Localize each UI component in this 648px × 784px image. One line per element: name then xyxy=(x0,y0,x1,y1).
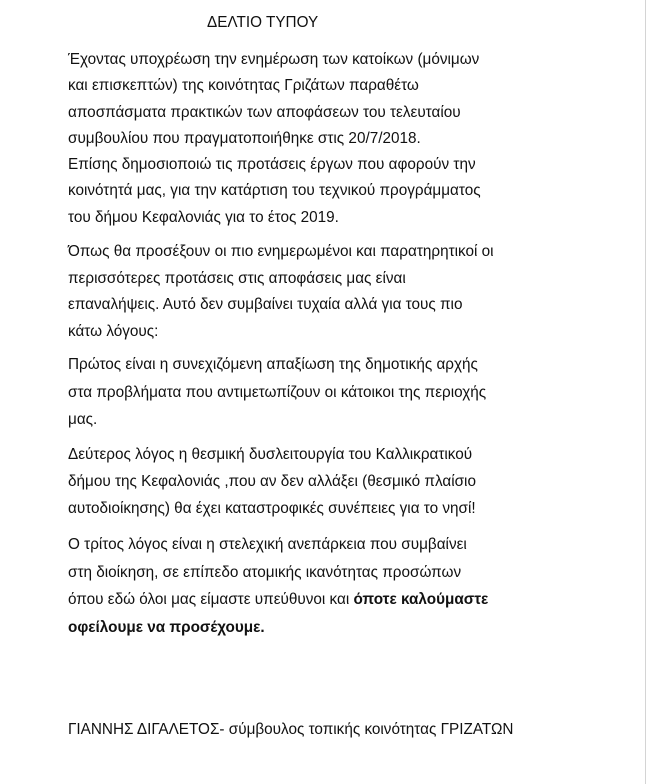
paragraph-text: όπου εδώ όλοι μας είμαστε υπεύθυνοι και xyxy=(68,591,354,608)
paragraph-line: αποσπάσματα πρακτικών των αποφάσεων του τελευταίου xyxy=(68,103,461,121)
paragraph-line: Ο τρίτος λόγος είναι η στελεχική ανεπάρκεια που συμβαίνει xyxy=(68,536,467,553)
paragraph-line: στη διοίκηση, σε επίπεδο ατομικής ικανότητας προσώπων xyxy=(68,563,462,581)
paragraph-line: Επίσης δημοσιοποιώ τις προτάσεις έργων που αφορούν την xyxy=(68,156,476,174)
paragraph-line: κάτω λόγους: xyxy=(68,323,159,341)
paragraph-line: Πρώτος είναι η συνεχιζόμενη απαξίωση της δημοτικής αρχής xyxy=(68,356,478,373)
paragraph-4 xyxy=(68,441,476,522)
paragraph-line: κοινότητά μας, για την κατάρτιση του τεχνικού προγράμματος xyxy=(68,182,481,200)
emphasis-line: οφείλουμε να προσέχουμε. xyxy=(68,618,265,636)
paragraph-line: Έχοντας υποχρέωση την ενημέρωση των κατοίκων (μόνιμων xyxy=(68,51,480,68)
paragraph-5 xyxy=(68,531,488,641)
paragraph-line: μας. xyxy=(68,411,98,428)
paragraph-line: Δεύτερος λόγος η θεσμική δυσλειτουργία του Καλλικρατικού xyxy=(68,446,473,463)
paragraph-line: στα προβλήματα που αντιμετωπίζουν οι κάτοικοι της περιοχής xyxy=(68,383,487,401)
paragraph-line: περισσότερες προτάσεις στις αποφάσεις μας είναι xyxy=(68,269,406,287)
paragraph-2 xyxy=(68,239,494,346)
paragraph-line: συμβουλίου που πραγματοποιήθηκε στις 20/7/2018. xyxy=(68,129,421,147)
document-title: ΔΕΛΤΙΟ ΤΥΠΟΥ xyxy=(207,14,319,31)
paragraph-line: δήμου της Κεφαλονιάς ,που αν δεν αλλάξει (θεσμικό πλαίσιο xyxy=(68,473,476,490)
page-edge xyxy=(645,0,646,784)
paragraph-line: Όπως θα προσέξουν οι πιο ενημερωμένοι και παρατηρητικοί οι xyxy=(68,243,494,260)
paragraph-line: επαναλήψεις. Αυτό δεν συμβαίνει τυχαία αλλά για τους πιο xyxy=(68,296,463,314)
emphasis-text: όποτε καλούμαστε xyxy=(353,591,489,608)
paragraph-line: του δήμου Κεφαλονιάς για το έτος 2019. xyxy=(68,208,339,226)
paragraph-line: και επισκεπτών) της κοινότητας Γριζάτων παραθέτω xyxy=(68,77,419,95)
paragraph-1 xyxy=(68,47,481,231)
paragraph-line-mixed xyxy=(68,586,488,614)
paragraph-3 xyxy=(68,351,486,434)
paragraph-line: αυτοδιοίκησης) θα έχει καταστροφικές συνέπειες για το νησί! xyxy=(68,500,476,517)
signature-line: ΓΙΑΝΝΗΣ ΔΙΓΑΛΕΤΟΣ- σύμβουλος τοπικής κοινότητας ΓΡΙΖΑΤΩΝ xyxy=(68,721,514,738)
